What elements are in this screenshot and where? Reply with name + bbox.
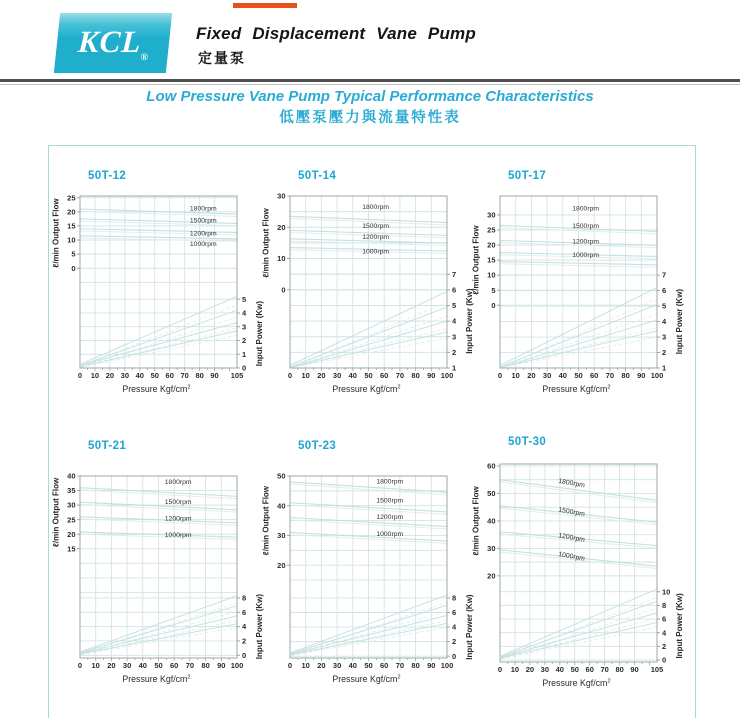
svg-text:0: 0 xyxy=(491,300,496,310)
svg-text:5: 5 xyxy=(242,294,247,304)
power-lines xyxy=(501,288,657,368)
svg-text:6: 6 xyxy=(452,285,457,295)
kcl-logo-text: $KCL_®$ xyxy=(76,23,148,63)
svg-text:1500rpm: 1500rpm xyxy=(164,499,192,507)
svg-text:30: 30 xyxy=(277,191,286,201)
svg-text:4: 4 xyxy=(242,622,247,632)
svg-text:1000rpm: 1000rpm xyxy=(557,551,586,563)
svg-text:20: 20 xyxy=(107,661,116,670)
svg-text:40: 40 xyxy=(348,371,357,380)
legend-labels xyxy=(572,206,599,259)
svg-text:80: 80 xyxy=(411,661,420,670)
svg-text:0: 0 xyxy=(242,650,247,660)
svg-text:1500rpm: 1500rpm xyxy=(362,222,390,230)
x-tick-labels xyxy=(78,368,243,380)
svg-text:0: 0 xyxy=(497,371,503,380)
svg-text:10: 10 xyxy=(662,587,671,597)
grid-lines xyxy=(290,476,447,658)
svg-text:20: 20 xyxy=(487,571,496,581)
svg-text:80: 80 xyxy=(615,665,624,674)
x-tick-labels xyxy=(288,368,453,380)
svg-text:50: 50 xyxy=(487,489,496,499)
x-axis-label: Pressure Kgf/$cm^2$ xyxy=(542,384,611,394)
svg-text:0: 0 xyxy=(242,363,247,373)
svg-text:30: 30 xyxy=(487,210,496,220)
x-tick-labels xyxy=(498,368,663,380)
svg-text:15: 15 xyxy=(487,255,496,265)
svg-text:1800rpm: 1800rpm xyxy=(376,478,404,486)
svg-text:1200rpm: 1200rpm xyxy=(376,513,404,521)
svg-text:1500rpm: 1500rpm xyxy=(572,222,600,230)
svg-text:30: 30 xyxy=(540,665,550,674)
svg-text:40: 40 xyxy=(277,501,286,511)
chart-canvas xyxy=(470,190,688,402)
svg-text:0: 0 xyxy=(497,665,503,674)
svg-text:10: 10 xyxy=(511,371,520,380)
chart-title: 50T-14 xyxy=(298,170,337,182)
svg-text:8: 8 xyxy=(662,600,667,610)
svg-text:4: 4 xyxy=(452,622,457,632)
svg-text:1200rpm: 1200rpm xyxy=(189,230,217,238)
svg-text:4: 4 xyxy=(662,628,667,638)
svg-text:40: 40 xyxy=(67,471,76,481)
svg-text:0: 0 xyxy=(287,371,293,380)
svg-text:1800rpm: 1800rpm xyxy=(362,203,390,211)
svg-text:2: 2 xyxy=(242,636,247,646)
svg-text:100: 100 xyxy=(650,371,664,380)
x-tick-labels xyxy=(288,658,453,670)
svg-text:100: 100 xyxy=(440,371,454,380)
svg-text:25: 25 xyxy=(487,225,496,235)
svg-text:90: 90 xyxy=(427,371,436,380)
svg-text:5: 5 xyxy=(71,249,76,259)
power-lines xyxy=(81,596,237,655)
power-axis-label: Input Power (Kw) xyxy=(255,300,264,367)
svg-text:90: 90 xyxy=(217,661,226,670)
svg-text:1000rpm: 1000rpm xyxy=(572,252,600,260)
header-title-en: Fixed Displacement Vane Pump xyxy=(196,24,476,43)
svg-text:90: 90 xyxy=(630,665,639,674)
svg-text:25: 25 xyxy=(67,515,76,525)
svg-text:70: 70 xyxy=(395,661,405,670)
svg-text:15: 15 xyxy=(67,544,76,554)
header-title-zh: 定量泵 xyxy=(198,50,246,66)
separator-line-light xyxy=(0,84,740,85)
registered-mark: ® xyxy=(139,51,148,63)
svg-text:100: 100 xyxy=(440,661,454,670)
svg-text:60: 60 xyxy=(585,665,594,674)
power-axis-label: Input Power (Kw) xyxy=(465,594,474,660)
svg-text:1200rpm: 1200rpm xyxy=(164,515,192,523)
x-axis-label: Pressure Kgf/$cm^2$ xyxy=(122,384,191,394)
svg-text:1800rpm: 1800rpm xyxy=(164,479,192,487)
svg-text:80: 80 xyxy=(201,661,210,670)
svg-text:40: 40 xyxy=(135,371,144,380)
svg-text:10: 10 xyxy=(510,665,520,674)
svg-text:10: 10 xyxy=(301,661,310,670)
svg-text:25: 25 xyxy=(67,193,76,203)
power-lines xyxy=(501,589,657,659)
svg-text:40: 40 xyxy=(138,661,147,670)
svg-text:2: 2 xyxy=(452,347,457,357)
svg-text:30: 30 xyxy=(120,371,130,380)
chart-canvas xyxy=(260,458,478,692)
power-axis-label: Input Power (Kw) xyxy=(255,593,264,660)
power-tick-labels xyxy=(657,587,670,664)
svg-text:0: 0 xyxy=(77,661,83,670)
svg-text:1000rpm: 1000rpm xyxy=(164,531,192,539)
x-tick-labels xyxy=(498,662,663,674)
svg-text:60: 60 xyxy=(590,371,599,380)
svg-text:10: 10 xyxy=(277,254,286,264)
svg-text:20: 20 xyxy=(67,207,76,217)
svg-text:30: 30 xyxy=(332,661,342,670)
svg-text:20: 20 xyxy=(67,529,76,539)
power-axis-label: Input Power (Kw) xyxy=(675,593,684,659)
chart-50T-21 xyxy=(50,440,268,692)
chart-canvas xyxy=(260,190,478,402)
svg-text:50: 50 xyxy=(154,661,163,670)
svg-text:105: 105 xyxy=(230,371,244,380)
flow-tick-labels xyxy=(277,472,290,570)
power-tick-labels xyxy=(237,594,247,660)
flow-axis-label: ℓ/min Output Flow xyxy=(261,485,271,556)
svg-text:40: 40 xyxy=(487,516,496,526)
svg-text:70: 70 xyxy=(605,371,615,380)
svg-text:20: 20 xyxy=(525,665,535,674)
chart-title: 50T-21 xyxy=(88,440,127,452)
svg-text:40: 40 xyxy=(348,661,357,670)
flow-tick-labels xyxy=(277,192,290,295)
svg-text:50: 50 xyxy=(277,471,286,481)
chart-50T-30 xyxy=(470,436,688,696)
chart-title: 50T-17 xyxy=(508,170,547,182)
power-axis-label: Input Power (Kw) xyxy=(465,288,474,354)
x-axis-label: Pressure Kgf/$cm^2$ xyxy=(332,674,401,684)
svg-text:35: 35 xyxy=(67,486,76,496)
svg-text:0: 0 xyxy=(452,651,457,661)
svg-text:1200rpm: 1200rpm xyxy=(572,238,600,246)
flow-tick-labels xyxy=(487,211,500,310)
svg-text:50: 50 xyxy=(364,371,373,380)
svg-text:6: 6 xyxy=(662,286,667,296)
svg-text:1: 1 xyxy=(662,363,667,373)
flow-axis-label: ℓ/min Output Flow xyxy=(51,477,61,548)
svg-text:10: 10 xyxy=(90,371,100,380)
svg-text:3: 3 xyxy=(452,332,457,342)
svg-text:40: 40 xyxy=(558,371,567,380)
power-tick-labels xyxy=(237,295,247,373)
svg-text:90: 90 xyxy=(210,371,219,380)
svg-text:0: 0 xyxy=(281,285,286,295)
svg-text:105: 105 xyxy=(650,665,664,674)
svg-text:10: 10 xyxy=(67,235,76,245)
power-lines xyxy=(291,595,447,655)
svg-text:60: 60 xyxy=(487,461,496,471)
flow-tick-labels xyxy=(487,462,500,581)
svg-text:30: 30 xyxy=(122,661,132,670)
power-lines xyxy=(291,291,447,367)
svg-text:80: 80 xyxy=(621,371,630,380)
svg-text:20: 20 xyxy=(317,661,326,670)
x-axis-label: Pressure Kgf/$cm^2$ xyxy=(332,384,401,394)
svg-text:70: 70 xyxy=(185,661,195,670)
svg-text:30: 30 xyxy=(332,371,342,380)
svg-text:1800rpm: 1800rpm xyxy=(572,205,600,213)
svg-text:10: 10 xyxy=(487,270,496,280)
legend-labels xyxy=(190,206,217,248)
svg-text:0: 0 xyxy=(77,371,83,380)
svg-text:7: 7 xyxy=(662,270,667,280)
svg-text:30: 30 xyxy=(487,543,496,553)
separator-line-dark xyxy=(0,79,740,82)
x-axis-label: Pressure Kgf/$cm^2$ xyxy=(122,674,191,684)
svg-text:1000rpm: 1000rpm xyxy=(362,248,390,256)
svg-text:6: 6 xyxy=(452,608,457,618)
svg-text:4: 4 xyxy=(452,316,457,326)
chart-canvas xyxy=(50,458,268,692)
chart-50T-17 xyxy=(470,170,688,402)
svg-text:100: 100 xyxy=(230,661,244,670)
svg-text:1200rpm: 1200rpm xyxy=(362,234,390,241)
svg-text:40: 40 xyxy=(555,665,564,674)
svg-text:7: 7 xyxy=(452,269,457,279)
svg-text:10: 10 xyxy=(91,661,100,670)
svg-text:20: 20 xyxy=(527,371,536,380)
svg-text:20: 20 xyxy=(105,371,115,380)
svg-text:70: 70 xyxy=(180,371,189,380)
svg-text:70: 70 xyxy=(600,665,609,674)
svg-text:8: 8 xyxy=(242,593,247,603)
svg-text:50: 50 xyxy=(574,371,583,380)
svg-text:5: 5 xyxy=(452,301,457,311)
flow-axis-label: ℓ/min Output Flow xyxy=(471,486,481,556)
svg-text:30: 30 xyxy=(542,371,552,380)
flow-tick-labels xyxy=(67,193,80,273)
svg-text:1500rpm: 1500rpm xyxy=(376,497,404,505)
flow-axis-label: ℓ/min Output Flow xyxy=(261,208,271,278)
svg-text:6: 6 xyxy=(662,614,667,624)
svg-text:60: 60 xyxy=(165,371,174,380)
chart-50T-14 xyxy=(260,170,478,402)
section-heading-zh: 低壓泵壓力與流量特性表 xyxy=(279,110,461,126)
svg-text:1800rpm: 1800rpm xyxy=(557,477,586,490)
chart-title: 50T-12 xyxy=(88,170,127,182)
svg-text:0: 0 xyxy=(71,263,76,273)
svg-text:1: 1 xyxy=(452,363,457,373)
svg-text:2: 2 xyxy=(242,336,247,346)
svg-text:80: 80 xyxy=(195,371,204,380)
power-lines xyxy=(81,296,237,367)
svg-text:3: 3 xyxy=(242,322,247,332)
svg-text:30: 30 xyxy=(67,500,76,510)
svg-text:80: 80 xyxy=(411,371,420,380)
svg-text:0: 0 xyxy=(287,661,293,670)
chart-canvas xyxy=(470,456,688,696)
svg-text:1200rpm: 1200rpm xyxy=(557,532,586,544)
svg-text:10: 10 xyxy=(301,371,310,380)
chart-title: 50T-23 xyxy=(298,440,337,452)
svg-text:90: 90 xyxy=(427,661,436,670)
chart-50T-23 xyxy=(260,440,478,692)
svg-text:2: 2 xyxy=(662,348,667,358)
power-tick-labels xyxy=(657,271,667,373)
flow-axis-label: ℓ/min Output Flow xyxy=(51,198,61,268)
svg-text:6: 6 xyxy=(242,607,247,617)
svg-text:70: 70 xyxy=(395,371,405,380)
svg-text:60: 60 xyxy=(380,371,389,380)
svg-text:1800rpm: 1800rpm xyxy=(189,205,217,213)
svg-text:30: 30 xyxy=(277,531,286,541)
svg-text:8: 8 xyxy=(452,593,457,603)
svg-text:1500rpm: 1500rpm xyxy=(557,506,586,519)
svg-text:50: 50 xyxy=(150,371,159,380)
svg-text:1000rpm: 1000rpm xyxy=(376,531,404,539)
power-tick-labels xyxy=(447,594,457,661)
svg-text:1000rpm: 1000rpm xyxy=(189,240,217,248)
svg-text:50: 50 xyxy=(570,665,579,674)
svg-text:20: 20 xyxy=(277,560,286,570)
chart-canvas xyxy=(50,190,268,402)
svg-text:0: 0 xyxy=(662,655,667,665)
svg-text:4: 4 xyxy=(242,308,247,318)
svg-text:1500rpm: 1500rpm xyxy=(189,217,217,225)
top-red-bar xyxy=(233,3,297,8)
svg-text:60: 60 xyxy=(380,661,389,670)
svg-text:15: 15 xyxy=(67,221,76,231)
svg-text:2: 2 xyxy=(662,641,667,651)
svg-text:3: 3 xyxy=(662,332,667,342)
chart-title: 50T-30 xyxy=(508,436,547,448)
x-axis-label: Pressure Kgf/$cm^2$ xyxy=(542,678,611,688)
svg-text:50: 50 xyxy=(364,661,373,670)
svg-text:20: 20 xyxy=(277,222,286,232)
svg-text:5: 5 xyxy=(662,301,667,311)
kcl-logo xyxy=(54,13,172,73)
flow-axis-label: ℓ/min Output Flow xyxy=(471,225,481,295)
section-heading-en: Low Pressure Vane Pump Typical Performance Characteristics xyxy=(146,88,594,105)
x-tick-labels xyxy=(78,658,243,670)
svg-text:5: 5 xyxy=(491,285,496,295)
svg-text:4: 4 xyxy=(662,317,667,327)
svg-text:2: 2 xyxy=(452,637,457,647)
chart-50T-12 xyxy=(50,170,268,402)
svg-text:90: 90 xyxy=(637,371,646,380)
power-tick-labels xyxy=(447,270,457,373)
flow-tick-labels xyxy=(67,472,80,554)
power-axis-label: Input Power (Kw) xyxy=(675,288,684,355)
svg-text:1: 1 xyxy=(242,349,247,359)
svg-text:20: 20 xyxy=(317,371,326,380)
svg-text:20: 20 xyxy=(487,240,496,250)
svg-text:60: 60 xyxy=(170,661,179,670)
